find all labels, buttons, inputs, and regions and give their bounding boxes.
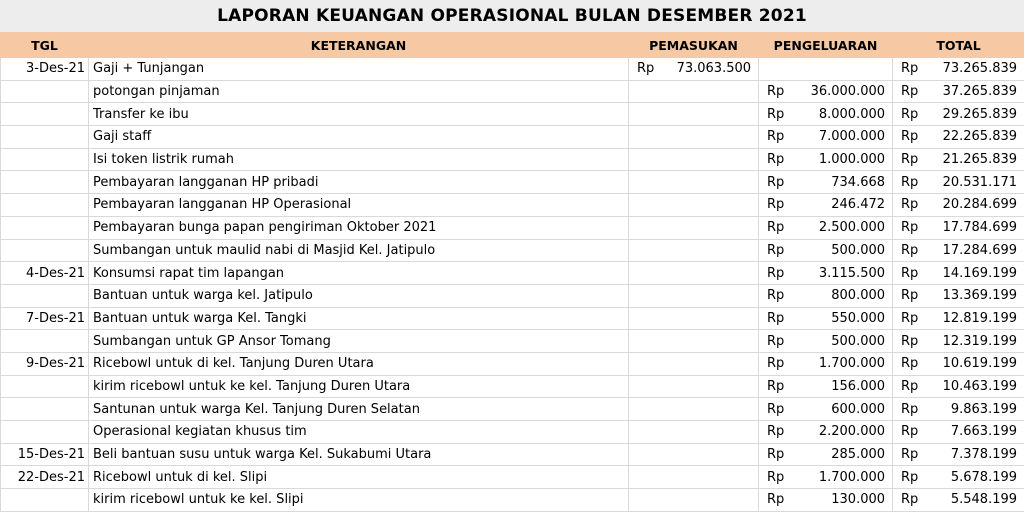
expense-currency-cell[interactable]: Rp [759,375,791,398]
total-currency-cell[interactable]: Rp [893,489,923,512]
date-cell[interactable] [1,375,89,398]
table-row [1,171,1024,194]
income-cell[interactable] [661,466,759,489]
income-currency-cell[interactable] [629,126,661,149]
table-row [1,103,1024,126]
date-cell[interactable] [1,80,89,103]
income-currency-cell[interactable] [629,171,661,194]
description-cell[interactable]: Santunan untuk warga Kel. Tanjung Duren Selatan [89,398,629,421]
expense-cell[interactable]: 36.000.000 [791,80,893,103]
table-row [1,284,1024,307]
income-currency-cell[interactable] [629,80,661,103]
date-cell[interactable] [1,148,89,171]
expense-cell[interactable]: 8.000.000 [791,103,893,126]
expense-currency-cell[interactable]: Rp [759,307,791,330]
total-currency-cell[interactable]: Rp [893,216,923,239]
table-row [1,375,1024,398]
income-currency-cell[interactable]: Rp [629,58,661,81]
date-cell[interactable]: 4-Des-21 [1,262,89,285]
description-cell[interactable]: Pembayaran langganan HP Operasional [89,194,629,217]
expense-currency-cell[interactable]: Rp [759,80,791,103]
expense-cell[interactable]: 130.000 [791,489,893,512]
description-cell[interactable]: Isi token listrik rumah [89,148,629,171]
expense-cell[interactable]: 7.000.000 [791,126,893,149]
description-cell[interactable]: Beli bantuan susu untuk warga Kel. Sukabumi Utara [89,443,629,466]
total-currency-cell[interactable]: Rp [893,194,923,217]
income-currency-cell[interactable] [629,466,661,489]
expense-currency-cell[interactable]: Rp [759,239,791,262]
total-cell[interactable]: 17.284.699 [923,239,1024,262]
income-currency-cell[interactable] [629,307,661,330]
total-cell[interactable]: 29.265.839 [923,103,1024,126]
expense-cell[interactable]: 246.472 [791,194,893,217]
date-cell[interactable] [1,171,89,194]
expense-currency-cell[interactable]: Rp [759,262,791,285]
table-row [1,352,1024,375]
finance-table [0,32,1024,512]
description-cell[interactable]: Sumbangan untuk maulid nabi di Masjid Kel. Jatipulo [89,239,629,262]
income-cell[interactable] [661,375,759,398]
income-cell[interactable] [661,330,759,353]
expense-currency-cell[interactable] [759,58,791,81]
total-currency-cell[interactable]: Rp [893,284,923,307]
expense-cell[interactable]: 500.000 [791,239,893,262]
description-cell[interactable]: Bantuan untuk warga kel. Jatipulo [89,284,629,307]
total-currency-cell[interactable]: Rp [893,398,923,421]
table-row [1,307,1024,330]
income-cell[interactable] [661,421,759,444]
total-currency-cell[interactable]: Rp [893,171,923,194]
description-cell[interactable]: kirim ricebowl untuk ke kel. Tanjung Duren Utara [89,375,629,398]
table-row [1,489,1024,512]
income-currency-cell[interactable] [629,352,661,375]
income-currency-cell[interactable] [629,239,661,262]
income-cell[interactable] [661,239,759,262]
income-currency-cell[interactable] [629,421,661,444]
date-cell[interactable] [1,216,89,239]
table-row [1,421,1024,444]
description-cell[interactable]: Pembayaran bunga papan pengiriman Oktober 2021 [89,216,629,239]
date-cell[interactable] [1,284,89,307]
description-cell[interactable]: Pembayaran langganan HP pribadi [89,171,629,194]
income-cell[interactable] [661,307,759,330]
description-cell[interactable]: Transfer ke ibu [89,103,629,126]
date-cell[interactable]: 7-Des-21 [1,307,89,330]
description-cell[interactable]: Gaji + Tunjangan [89,58,629,81]
date-cell[interactable] [1,398,89,421]
income-currency-cell[interactable] [629,443,661,466]
total-currency-cell[interactable]: Rp [893,375,923,398]
date-cell[interactable]: 22-Des-21 [1,466,89,489]
total-cell[interactable]: 10.463.199 [923,375,1024,398]
table-row [1,330,1024,353]
date-cell[interactable] [1,489,89,512]
date-cell[interactable] [1,194,89,217]
total-currency-cell[interactable]: Rp [893,466,923,489]
description-cell[interactable]: Gaji staff [89,126,629,149]
total-currency-cell[interactable]: Rp [893,103,923,126]
expense-currency-cell[interactable]: Rp [759,398,791,421]
total-currency-cell[interactable]: Rp [893,148,923,171]
table-row [1,216,1024,239]
total-cell[interactable]: 20.284.699 [923,194,1024,217]
expense-cell[interactable]: 734.668 [791,171,893,194]
total-cell[interactable]: 5.548.199 [923,489,1024,512]
expense-currency-cell[interactable]: Rp [759,126,791,149]
expense-currency-cell[interactable]: Rp [759,171,791,194]
description-cell[interactable]: Bantuan untuk warga Kel. Tangki [89,307,629,330]
description-cell[interactable]: Sumbangan untuk GP Ansor Tomang [89,330,629,353]
total-cell[interactable]: 10.619.199 [923,352,1024,375]
total-currency-cell[interactable]: Rp [893,421,923,444]
income-cell[interactable]: 73.063.500 [661,58,759,81]
income-cell[interactable] [661,171,759,194]
income-currency-cell[interactable] [629,148,661,171]
total-currency-cell[interactable]: Rp [893,262,923,285]
expense-currency-cell[interactable]: Rp [759,330,791,353]
expense-cell[interactable]: 800.000 [791,284,893,307]
income-cell[interactable] [661,352,759,375]
income-currency-cell[interactable] [629,103,661,126]
total-currency-cell[interactable]: Rp [893,239,923,262]
income-cell[interactable] [661,398,759,421]
expense-currency-cell[interactable]: Rp [759,216,791,239]
table-row [1,239,1024,262]
table-row [1,126,1024,149]
income-currency-cell[interactable] [629,398,661,421]
expense-cell[interactable]: 156.000 [791,375,893,398]
total-cell[interactable]: 12.319.199 [923,330,1024,353]
expense-currency-cell[interactable]: Rp [759,443,791,466]
report-title: LAPORAN KEUANGAN OPERASIONAL BULAN DESEMBER 2021 [0,0,1024,32]
income-currency-cell[interactable] [629,216,661,239]
date-cell[interactable] [1,239,89,262]
expense-cell[interactable]: 3.115.500 [791,262,893,285]
total-cell[interactable]: 17.784.699 [923,216,1024,239]
description-cell[interactable]: Ricebowl untuk di kel. Tanjung Duren Utara [89,352,629,375]
date-cell[interactable]: 3-Des-21 [1,58,89,81]
expense-cell[interactable]: 285.000 [791,443,893,466]
header-pengeluaran[interactable]: PENGELUARAN [759,33,893,58]
expense-cell[interactable]: 1.700.000 [791,466,893,489]
date-cell[interactable] [1,103,89,126]
expense-currency-cell[interactable]: Rp [759,284,791,307]
income-cell[interactable] [661,489,759,512]
expense-currency-cell[interactable]: Rp [759,148,791,171]
header-tgl[interactable]: TGL [1,33,89,58]
expense-currency-cell[interactable]: Rp [759,466,791,489]
income-cell[interactable] [661,284,759,307]
expense-currency-cell[interactable]: Rp [759,489,791,512]
expense-currency-cell[interactable]: Rp [759,352,791,375]
income-cell[interactable] [661,126,759,149]
date-cell[interactable] [1,421,89,444]
total-cell[interactable]: 7.378.199 [923,443,1024,466]
total-cell[interactable]: 13.369.199 [923,284,1024,307]
expense-cell[interactable]: 2.500.000 [791,216,893,239]
income-cell[interactable] [661,194,759,217]
table-row [1,262,1024,285]
date-cell[interactable]: 15-Des-21 [1,443,89,466]
table-row [1,398,1024,421]
date-cell[interactable]: 9-Des-21 [1,352,89,375]
description-cell[interactable]: Ricebowl untuk di kel. Slipi [89,466,629,489]
total-currency-cell[interactable]: Rp [893,126,923,149]
description-cell[interactable]: potongan pinjaman [89,80,629,103]
expense-cell[interactable]: 2.200.000 [791,421,893,444]
expense-cell[interactable]: 500.000 [791,330,893,353]
total-cell[interactable]: 5.678.199 [923,466,1024,489]
expense-cell[interactable]: 1.700.000 [791,352,893,375]
income-cell[interactable] [661,80,759,103]
income-cell[interactable] [661,443,759,466]
expense-currency-cell[interactable]: Rp [759,194,791,217]
income-currency-cell[interactable] [629,262,661,285]
table-row [1,58,1024,81]
total-cell[interactable]: 22.265.839 [923,126,1024,149]
description-cell[interactable]: kirim ricebowl untuk ke kel. Slipi [89,489,629,512]
expense-cell[interactable]: 550.000 [791,307,893,330]
table-row [1,466,1024,489]
description-cell[interactable]: Konsumsi rapat tim lapangan [89,262,629,285]
total-cell[interactable]: 21.265.839 [923,148,1024,171]
total-cell[interactable]: 12.819.199 [923,307,1024,330]
table-row [1,443,1024,466]
date-cell[interactable] [1,126,89,149]
total-currency-cell[interactable]: Rp [893,58,923,81]
total-cell[interactable]: 37.265.839 [923,80,1024,103]
income-cell[interactable] [661,148,759,171]
header-total[interactable]: TOTAL [893,33,1024,58]
table-row [1,80,1024,103]
total-cell[interactable]: 73.265.839 [923,58,1024,81]
header-row [1,33,1024,58]
income-currency-cell[interactable] [629,330,661,353]
income-currency-cell[interactable] [629,489,661,512]
expense-cell[interactable]: 600.000 [791,398,893,421]
total-cell[interactable]: 14.169.199 [923,262,1024,285]
total-currency-cell[interactable]: Rp [893,330,923,353]
header-keterangan[interactable]: KETERANGAN [89,33,629,58]
income-currency-cell[interactable] [629,375,661,398]
description-cell[interactable]: Operasional kegiatan khusus tim [89,421,629,444]
income-currency-cell[interactable] [629,194,661,217]
expense-cell[interactable] [791,58,893,81]
income-cell[interactable] [661,216,759,239]
total-currency-cell[interactable]: Rp [893,443,923,466]
header-pemasukan[interactable]: PEMASUKAN [629,33,759,58]
date-cell[interactable] [1,330,89,353]
total-cell[interactable]: 7.663.199 [923,421,1024,444]
total-currency-cell[interactable]: Rp [893,307,923,330]
table-row [1,194,1024,217]
total-cell[interactable]: 20.531.171 [923,171,1024,194]
income-cell[interactable] [661,262,759,285]
income-cell[interactable] [661,103,759,126]
expense-currency-cell[interactable]: Rp [759,421,791,444]
total-currency-cell[interactable]: Rp [893,352,923,375]
expense-cell[interactable]: 1.000.000 [791,148,893,171]
table-row [1,148,1024,171]
total-currency-cell[interactable]: Rp [893,80,923,103]
income-currency-cell[interactable] [629,284,661,307]
expense-currency-cell[interactable]: Rp [759,103,791,126]
total-cell[interactable]: 9.863.199 [923,398,1024,421]
